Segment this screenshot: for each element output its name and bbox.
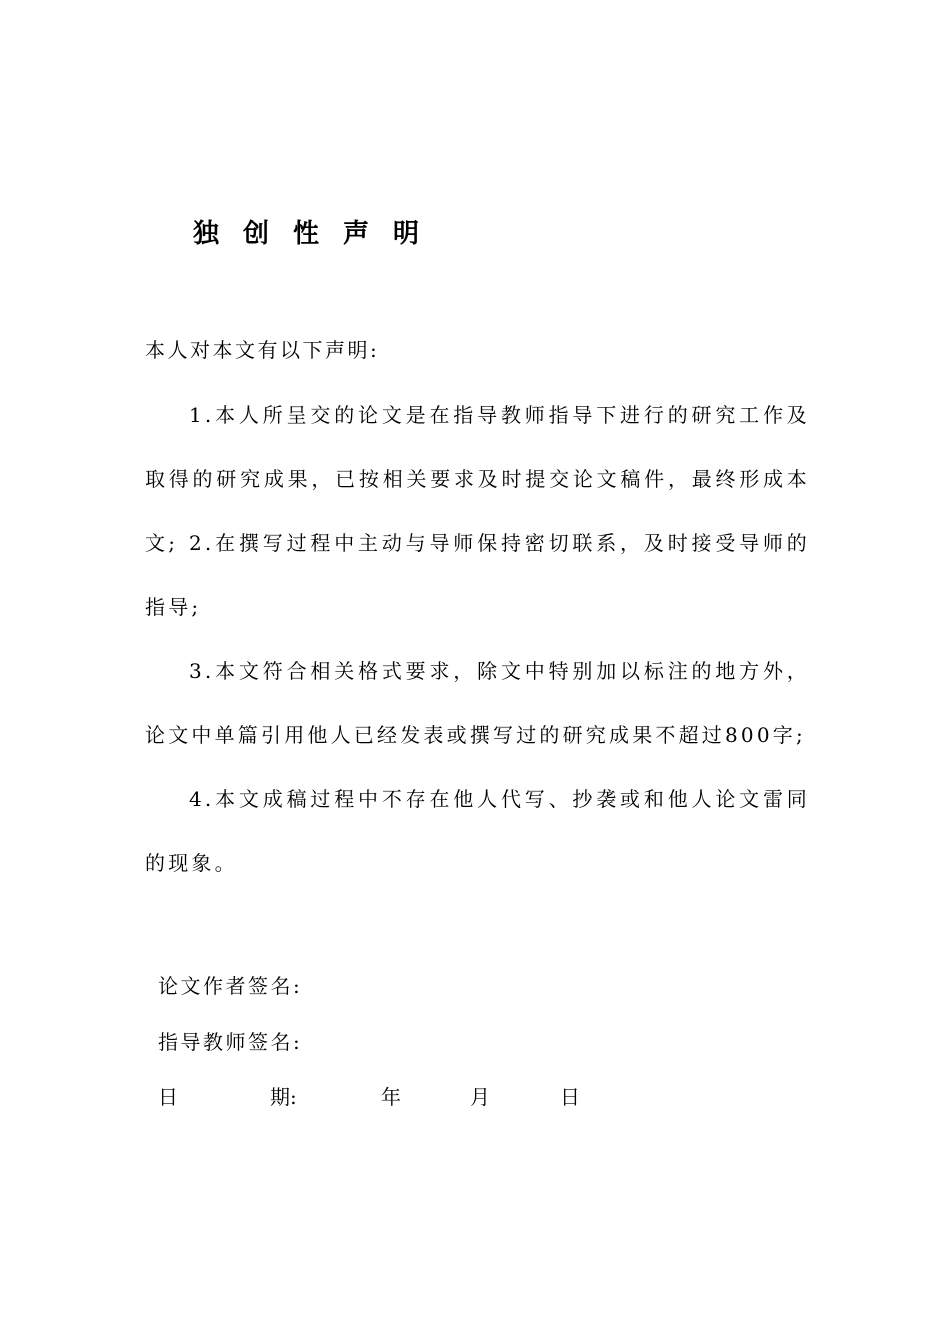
month-label: 月 [470,1085,490,1109]
date-label-period: 期: [270,1085,297,1109]
page-title: 独创性声明 [193,219,444,249]
declaration-item-4: 4.本文成稿过程中不存在他人代写、抄袭或和他人论文雷同的现象。 [145,787,810,875]
author-signature-label: 论文作者签名: [158,974,303,998]
date-row [0,1081,950,1113]
advisor-signature-label: 指导教师签名: [158,1030,303,1054]
intro-text: 本人对本文有以下声明: [145,338,380,362]
day-label: 日 [560,1085,580,1109]
declaration-item-2: 2.在撰写过程中主动与导师保持密切联系，及时接受导师的指导; [145,531,810,619]
declaration-item-3: 3.本文符合相关格式要求，除文中特别加以标注的地方外，论文中单篇引用他人已经发表或撰写过的研究成果不超过800字; [145,659,810,747]
declaration-item-1: 1.本人所呈交的论文是在指导教师指导下进行的研究工作及取得的研究成果，已按相关要求及时提交论文稿件，最终形成本文; [145,403,810,555]
year-label: 年 [381,1085,401,1109]
date-label-day: 日 [158,1085,178,1109]
